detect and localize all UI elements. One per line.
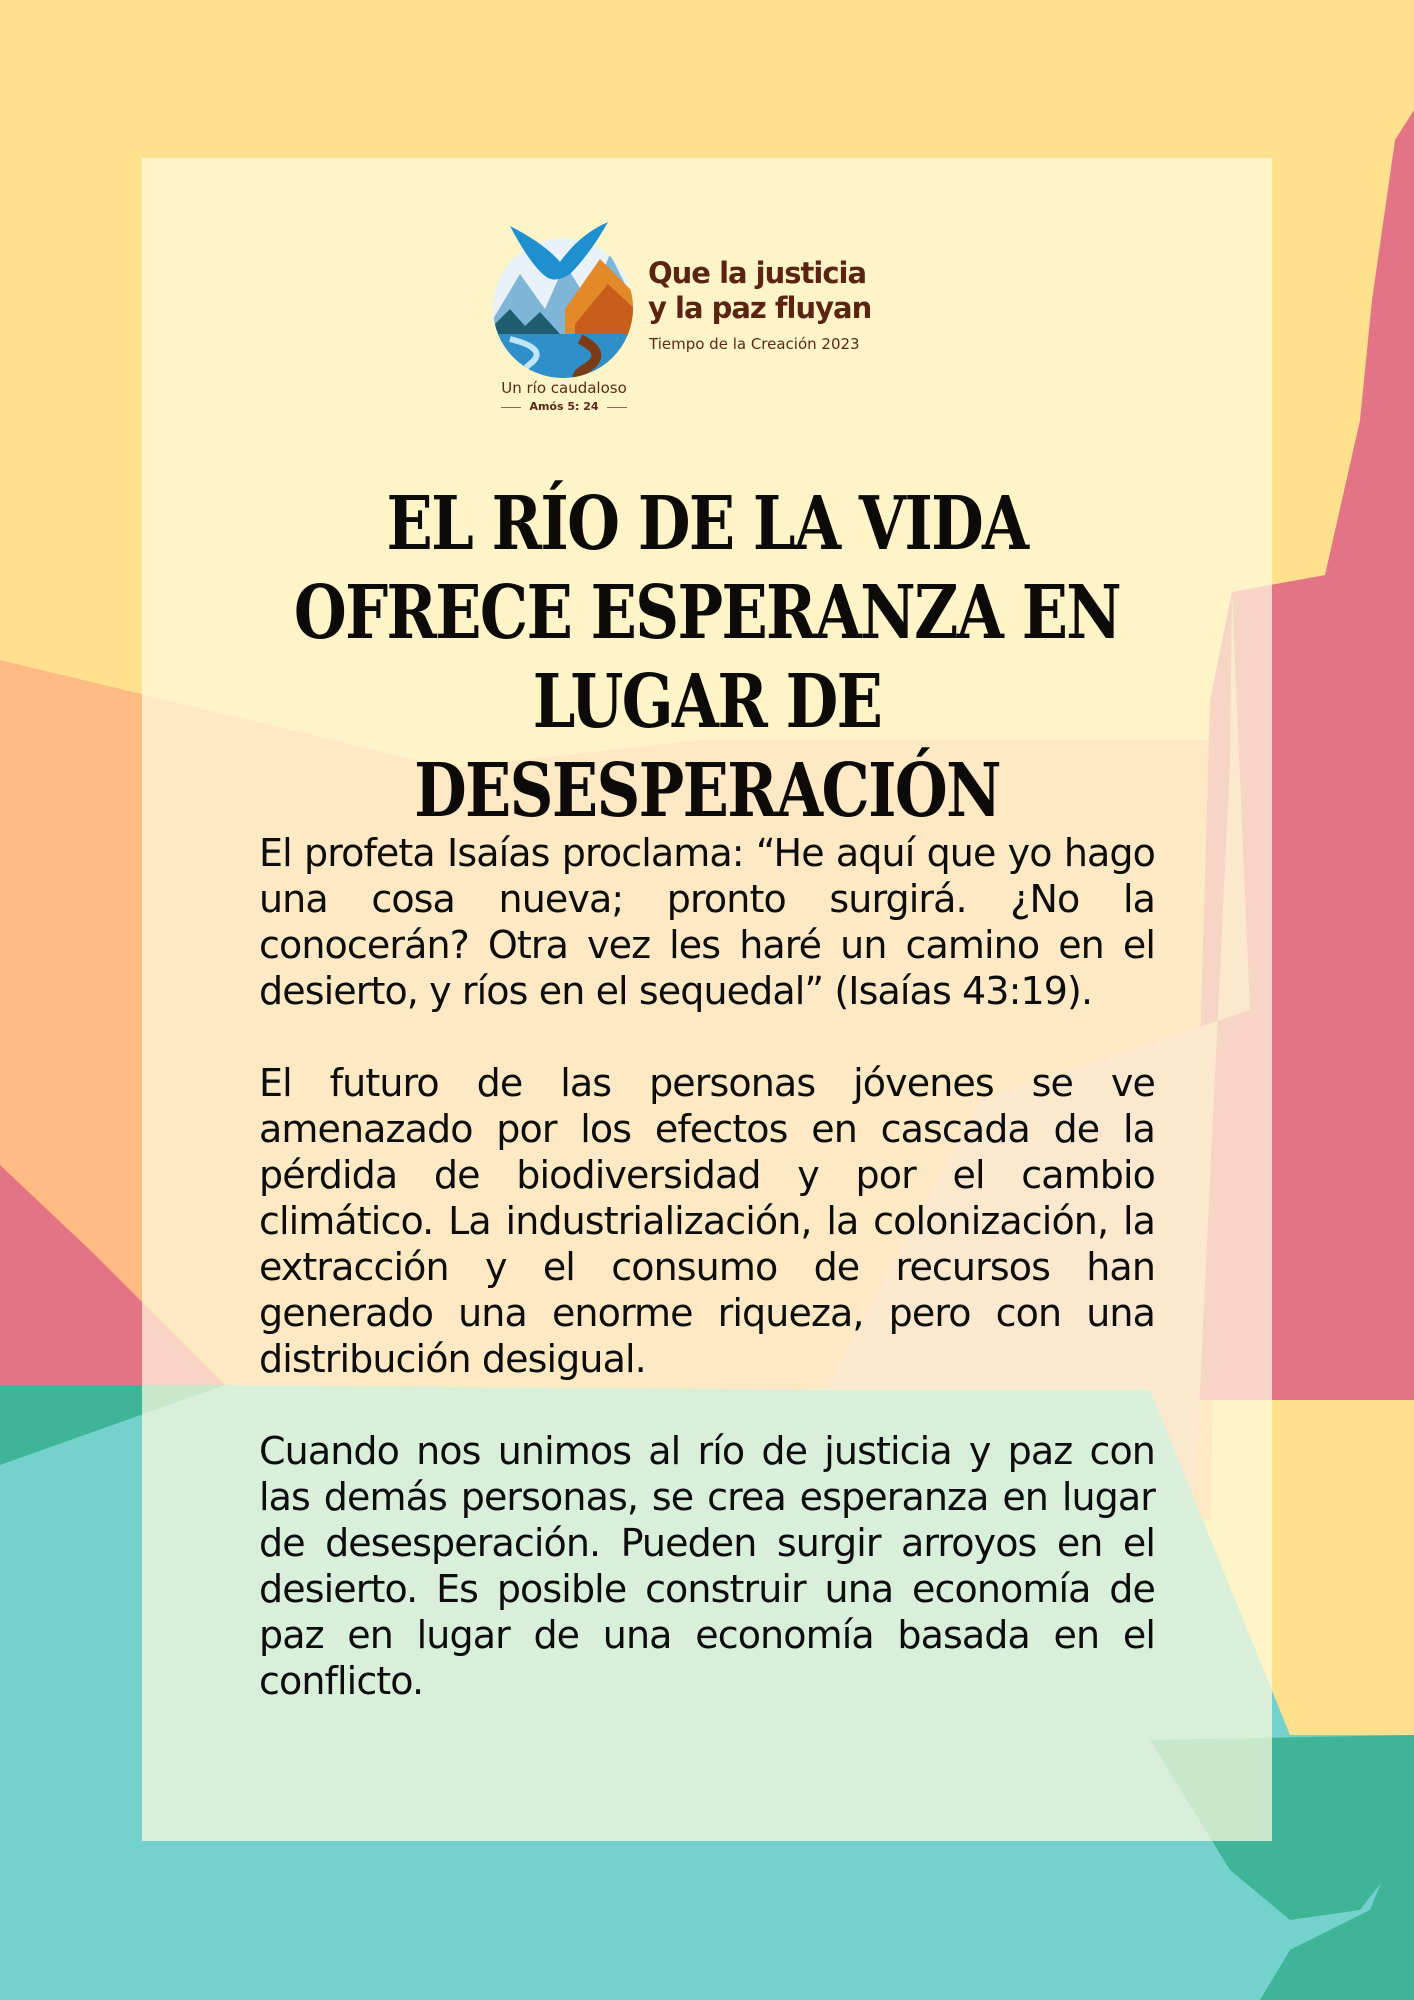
title-line-2: OFRECE ESPERANZA EN (293, 570, 1121, 656)
page-title (275, 480, 1139, 836)
logo-title (648, 256, 908, 326)
logo-tagline: Un río caudaloso (501, 379, 627, 397)
logo-bible-reference: Amós 5: 24 (484, 400, 644, 413)
logo-title-line-2: y la paz fluyan (648, 291, 872, 325)
paragraph-youth-future: El futuro de las personas jóvenes se ve amenazado por los efectos en cascada de la pérdida de biodiversidad y por el cambio climático. La industrialización, la colonización, la extracción y el consumo de recursos han generado una enorme riqueza, pero con una distribución desigual. (259, 1061, 1155, 1381)
title-line-1: EL RÍO DE LA VIDA (386, 481, 1028, 567)
logo-subtitle: Tiempo de la Creación 2023 (649, 335, 860, 353)
paragraph-isaias-quote: El profeta Isaías proclama: “He aquí que yo hago una cosa nueva; pronto surgirá. ¿No la conocerán? Otra vez les haré un camino en el desierto, y ríos en el sequedal” (Isaías 43:19). (259, 831, 1155, 1013)
title-line-3: LUGAR DE DESESPERACIÓN (414, 659, 1000, 834)
logo-title-line-1: Que la justicia (648, 256, 867, 290)
paragraph-river-of-justice: Cuando nos unimos al río de justicia y paz con las demás personas, se crea esperanza en lugar de desesperación. Pueden surgir arroyos en el desierto. Es posible construir una economía de paz en lugar de una economía basada en el conflicto. (259, 1429, 1155, 1703)
